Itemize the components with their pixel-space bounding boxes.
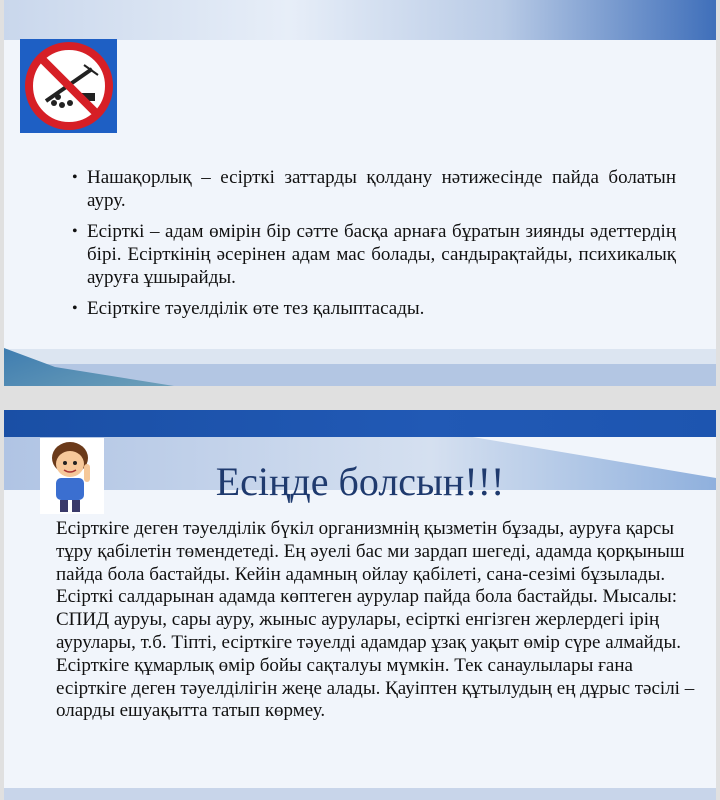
body-paragraph: Есірткіге деген тәуелділік бүкіл организмнің қызметін бұзады, ауруға қарсы тұру қабілетін төмендетеді. Ең әуелі бас ми зардап шегеді, адамда қорқыныш пайда бола бастайды. Кейін адамның ойлау қабілеті, сана-сезімі бұзылады. Есірткі салдарынан адамда көптеген аурулар пайда бола бастайды. Мысалы: СПИД ауруы, сары ауру, жыныс аурулары, есірткі енгізген жерлердегі ірің аурулары, т.б. Тіпті, есірткіге тәуелді адамдар ұзақ уақыт өмір сүре алмайды. Есірткіге құмарлық өмір бойы сақталуы мүмкін. Тек санаулылары ғана есірткіге деген тәуелділігін жеңе алады. Қауіптен құтылудың ең дұрыс тәсілі – оларды ешуақытта татып көрмеу. — [56, 518, 695, 722]
bullet-item: • Нашақорлық – есірткі заттарды қолдану нәтижесінде пайда болатын ауру. — [72, 166, 676, 212]
bullet-list — [72, 166, 676, 328]
slide-footer-band — [4, 788, 716, 800]
slide-header-band — [4, 0, 716, 40]
bullet-item: • Есірткі – адам өмірін бір сәтте басқа арнаға бұратын зиянды әдеттердің бірі. Есірткінің әсерінен адам мас болады, сандырақтайды, психикалық ауруға ұшырайды. — [72, 220, 676, 289]
slide-title: Есіңде болсын!!! — [215, 459, 505, 504]
slide-1 — [4, 0, 716, 386]
slide-header-band — [4, 410, 716, 437]
no-drugs-icon — [20, 39, 117, 133]
bullet-item: • Есірткіге тәуелділік өте тез қалыптасады. — [72, 297, 676, 320]
slide-2 — [4, 410, 716, 800]
